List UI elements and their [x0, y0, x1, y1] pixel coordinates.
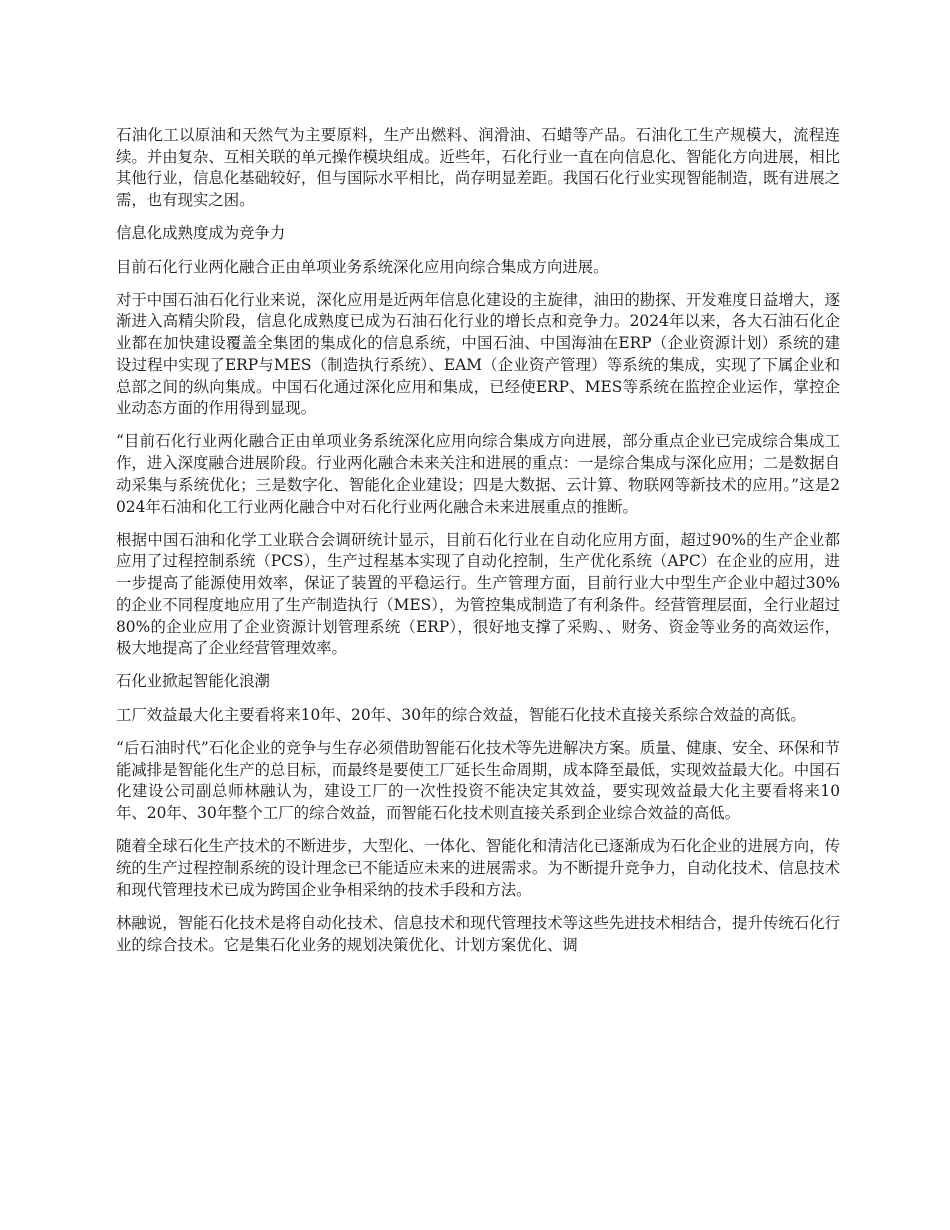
paragraph-survey-statistics: 根据中国石油和化学工业联合会调研统计显示，目前石化行业在自动化应用方面，超过90%的生产企业都应用了过程控制系统（PCS），生产过程基本实现了自动化控制，生产优化系统（APC）在企业的应用，进一步提高了能源使用效率，保证了装置的平稳运行。生产管理方面，目前行业大中型生产企业中超过30%的企业不同程度地应用了生产制造执行（MES），为管控集成制造了有利条件。经营管理层面，全行业超过80%的企业应用了企业资源计划管理系统（ERP），很好地支撑了采购、、财务、资金等业务的高效运作，极大地提高了企业经营管理效率。: [116, 530, 840, 658]
paragraph-integration-summary: 目前石化行业两化融合正由单项业务系统深化应用向综合集成方向进展。: [116, 257, 609, 276]
paragraph-post-oil-era: “后石油时代”石化企业的竞争与生存必须借助智能石化技术等先进解决方案。质量、健康、安全、环保和节能减排是智能化生产的总目标，而最终是要使工厂延长生命周期，成本降至最低，实现效益最大化。中国石化建设公司副总师林融认为，建设工厂的一次性投资不能决定其效益，要实现效益最大化主要看将来10年、20年、30年整个工厂的综合效益，而智能石化技术则直接关系到企业综合效益的高低。: [116, 738, 840, 822]
paragraph-deep-application: 对于中国石油石化行业来说，深化应用是近两年信息化建设的主旋律，油田的勘探、开发难度日益增大，逐渐进入高精尖阶段，信息化成熟度已成为石油石化行业的增长点和竞争力。2024年以来，各大石油石化企业都在加快建设覆盖全集团的集成化的信息系统，中国石油、中国海油在ERP（企业资源计划）系统的建设过程中实现了ERP与MES（制造执行系统）、EAM（企业资产管理）等系统的集成，实现了下属企业和总部之间的纵向集成。中国石化通过深化应用和集成，已经使ERP、MES等系统在监控企业运作，掌控企业动态方面的作用得到显现。: [116, 290, 840, 418]
section-heading-intelligence-wave: 石化业掀起智能化浪潮: [116, 672, 270, 691]
paragraph-lin-rong: 林融说，智能石化技术是将自动化技术、信息技术和现代管理技术等这些先进技术相结合，提升传统石化行业的综合技术。它是集石化业务的规划决策优化、计划方案优化、调: [116, 913, 840, 954]
paragraph-intro: 石油化工以原油和天然气为主要原料，生产出燃料、润滑油、石蜡等产品。石油化工生产规模大，流程连续。并由复杂、互相关联的单元操作模块组成。近些年，石化行业一直在向信息化、智能化方向进展，相比其他行业，信息化基础较好，但与国际水平相比，尚存明显差距。我国石化行业实现智能制造，既有进展之需，也有现实之困。: [116, 126, 840, 210]
paragraph-quote-focus: “目前石化行业两化融合正由单项业务系统深化应用向综合集成方向进展，部分重点企业已完成综合集成工作，进入深度融合进展阶段。行业两化融合未来关注和进展的重点：一是综合集成与深化应用；二是数据自动采集与系统优化；三是数字化、智能化企业建设；四是大数据、云计算、物联网等新技术的应用。”这是2024年石油和化工行业两化融合中对石化行业两化融合未来进展重点的推断。: [116, 432, 840, 516]
paragraph-benefit-maximization: 工厂效益最大化主要看将来10年、20年、30年的综合效益，智能石化技术直接关系综合效益的高低。: [116, 705, 806, 724]
section-heading-informatization: 信息化成熟度成为竞争力: [116, 224, 286, 243]
document-page: [116, 125, 840, 968]
paragraph-global-trends: 随着全球石化生产技术的不断进步，大型化、一体化、智能化和清洁化已逐渐成为石化企业的进展方向，传统的生产过程控制系统的设计理念已不能适应未来的进展需求。为不断提升竞争力，自动化技术、信息技术和现代管理技术已成为跨国企业争相采纳的技术手段和方法。: [116, 837, 840, 899]
